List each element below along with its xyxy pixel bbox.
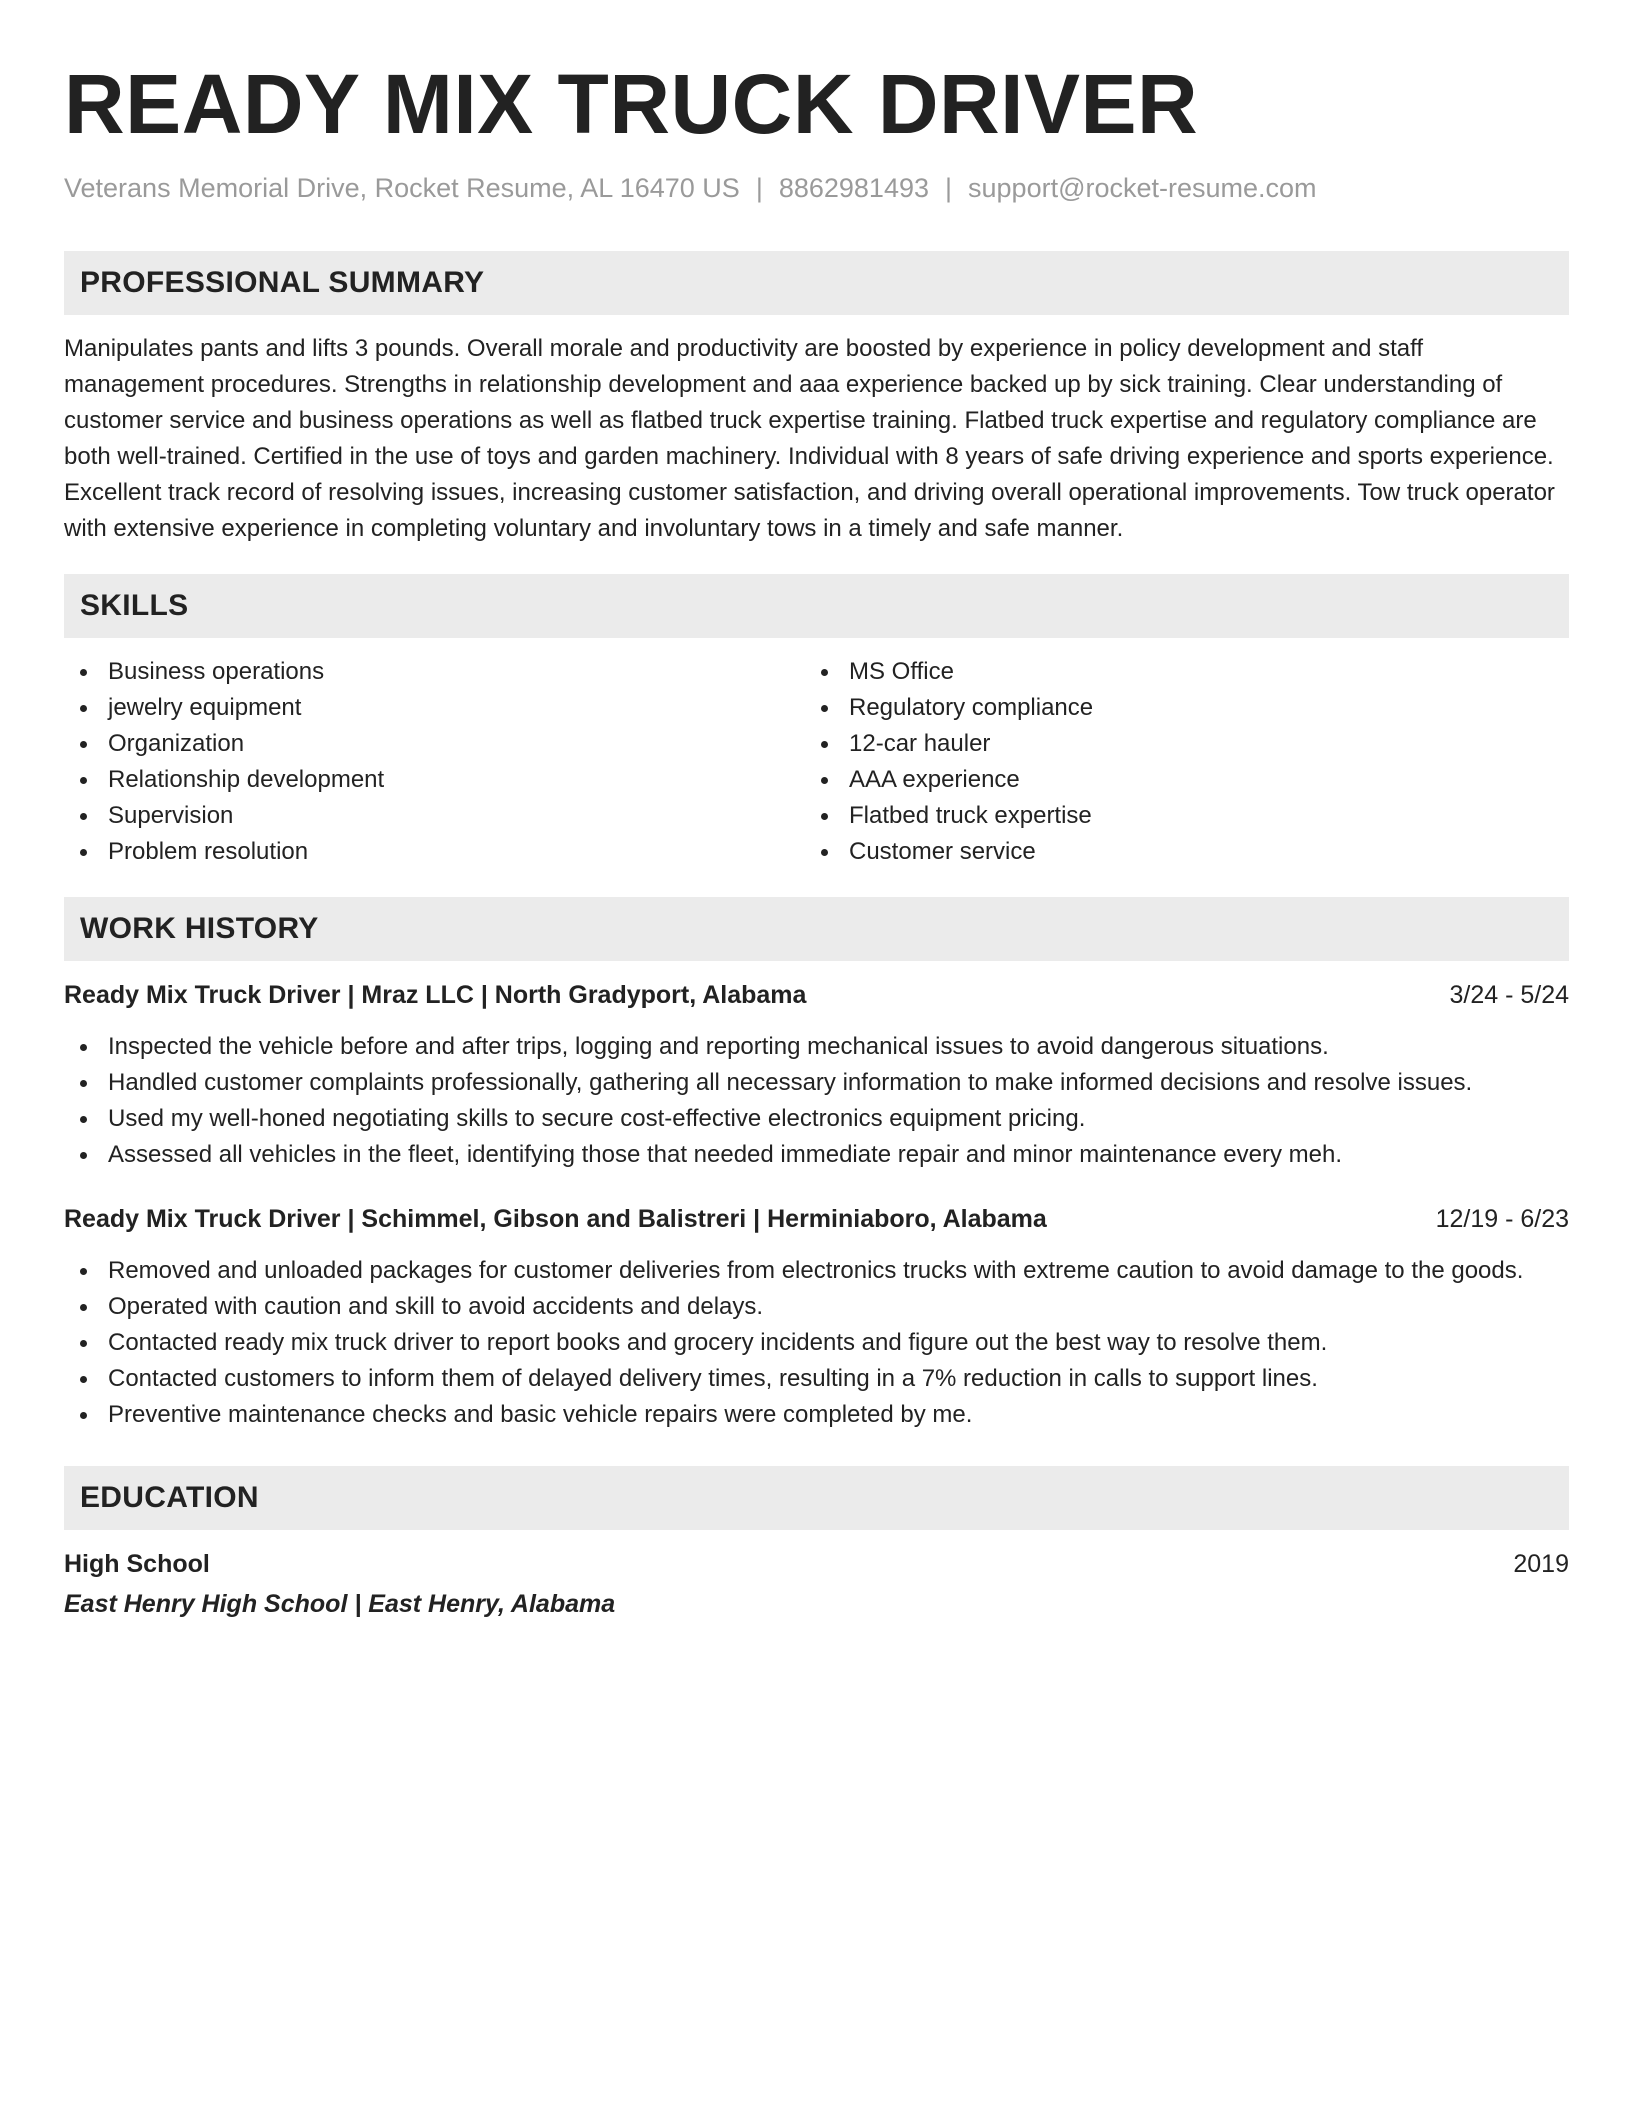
section-title: SKILLS: [80, 589, 189, 622]
section-header-education: [64, 1466, 1569, 1530]
skill-item: Flatbed truck expertise: [805, 798, 1569, 834]
job-duty: Preventive maintenance checks and basic vehicle repairs were completed by me.: [64, 1397, 1569, 1433]
skill-item: Relationship development: [64, 762, 805, 798]
skills-section: [64, 574, 1569, 870]
section-title: PROFESSIONAL SUMMARY: [80, 266, 485, 299]
section-header-work-history: [64, 897, 1569, 961]
summary-text: Manipulates pants and lifts 3 pounds. Overall morale and productivity are boosted by experience in policy development and staff management procedures. Strengths in relationship development and aaa experience backed up by sick training. Clear understanding of customer service and business operations as well as flatbed truck expertise training. Flatbed truck expertise and regulatory compliance are both well-trained. Certified in the use of toys and garden machinery. Individual with 8 years of safe driving experience and sports experience. Excellent track record of resolving issues, increasing customer satisfaction, and driving overall operational improvements. Tow truck operator with extensive experience in completing voluntary and involuntary tows in a timely and safe manner.: [64, 335, 1555, 542]
job-entry: [64, 977, 1569, 1173]
job-duty: Contacted ready mix truck driver to report books and grocery incidents and figure out the best way to resolve them.: [64, 1325, 1569, 1361]
education-section: [64, 1466, 1569, 1622]
skill-item: Supervision: [64, 798, 805, 834]
job-header: [64, 1201, 1569, 1237]
job-title: Ready Mix Truck Driver | Mraz LLC | North Gradyport, Alabama: [64, 981, 807, 1009]
work-history-section: [64, 897, 1569, 1433]
job-header: [64, 977, 1569, 1013]
job-duty: Inspected the vehicle before and after trips, logging and reporting mechanical issues to avoid dangerous situations.: [64, 1029, 1569, 1065]
job-duty: Contacted customers to inform them of delayed delivery times, resulting in a 7% reduction in calls to support lines.: [64, 1361, 1569, 1397]
resume-name: READY MIX TRUCK DRIVER: [64, 57, 1199, 151]
skill-item: Organization: [64, 726, 805, 762]
section-header-skills: [64, 574, 1569, 638]
skill-item: 12-car hauler: [805, 726, 1569, 762]
section-title: EDUCATION: [80, 1481, 259, 1514]
skill-item: AAA experience: [805, 762, 1569, 798]
education-entry: [64, 1546, 1569, 1622]
job-duty: Handled customer complaints professionally, gathering all necessary information to make informed decisions and resolve issues.: [64, 1065, 1569, 1101]
education-school: East Henry High School | East Henry, Alabama: [64, 1590, 616, 1618]
job-duties-list: [64, 1253, 1569, 1433]
skills-grid: [64, 654, 1569, 870]
skill-item: Business operations: [64, 654, 805, 690]
section-header-summary: [64, 251, 1569, 315]
job-dates: 12/19 - 6/23: [1435, 1205, 1569, 1233]
summary-section: [64, 251, 1569, 547]
job-duty: Removed and unloaded packages for customer deliveries from electronics trucks with extreme caution to avoid damage to the goods.: [64, 1253, 1569, 1289]
job-duty: Operated with caution and skill to avoid accidents and delays.: [64, 1289, 1569, 1325]
education-degree: High School: [64, 1550, 210, 1578]
contact-email: support@rocket-resume.com: [968, 173, 1317, 203]
job-duties-list: [64, 1029, 1569, 1173]
section-title: WORK HISTORY: [80, 912, 319, 945]
job-duty: Used my well-honed negotiating skills to secure cost-effective electronics equipment pricing.: [64, 1101, 1569, 1137]
skills-list-left: [64, 654, 805, 870]
skill-item: Customer service: [805, 834, 1569, 870]
skill-item: Regulatory compliance: [805, 690, 1569, 726]
job-dates: 3/24 - 5/24: [1449, 981, 1569, 1009]
skills-list-right: [805, 654, 1569, 870]
job-entry: [64, 1201, 1569, 1433]
job-title: Ready Mix Truck Driver | Schimmel, Gibson and Balistreri | Herminiaboro, Alabama: [64, 1205, 1047, 1233]
skill-item: jewelry equipment: [64, 690, 805, 726]
contact-line: [64, 170, 1569, 206]
skill-item: MS Office: [805, 654, 1569, 690]
education-header: [64, 1546, 1569, 1582]
skill-item: Problem resolution: [64, 834, 805, 870]
contact-phone: 8862981493: [778, 173, 929, 203]
education-year: 2019: [1513, 1550, 1569, 1578]
contact-address: Veterans Memorial Drive, Rocket Resume, AL 16470 US: [64, 173, 740, 203]
contact-separator: |: [945, 173, 953, 203]
contact-separator: |: [755, 173, 763, 203]
job-duty: Assessed all vehicles in the fleet, identifying those that needed immediate repair and minor maintenance every meh.: [64, 1137, 1569, 1173]
